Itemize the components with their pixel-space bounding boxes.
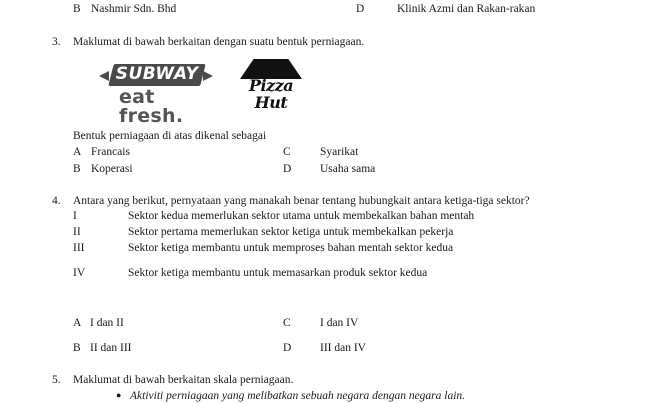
q4-statement-4-text: Sektor ketiga membantu untuk memasarkan produk sektor kedua bbox=[128, 267, 428, 279]
bullet-icon: ● bbox=[116, 390, 122, 400]
q4-statement-3-text: Sektor ketiga membantu untuk memproses bahan mentah sektor kedua bbox=[128, 242, 454, 254]
option-b-letter: B bbox=[73, 3, 81, 15]
q4-option-a-text: I dan II bbox=[90, 317, 124, 329]
question-5-stem: Maklumat di bawah berkaitan skala perniagaan. bbox=[73, 374, 294, 386]
q4-option-d-letter: D bbox=[283, 342, 292, 354]
q4-statement-1-num: I bbox=[73, 210, 77, 222]
subway-wordmark-text: SUBWAY bbox=[115, 64, 199, 84]
option-b-text: Nashmir Sdn. Bhd bbox=[91, 3, 177, 15]
q4-statement-3-num: III bbox=[73, 242, 85, 254]
q4-option-b-text: II dan III bbox=[90, 342, 132, 354]
q3-option-b-letter: B bbox=[73, 163, 81, 175]
question-5-number: 5. bbox=[52, 374, 61, 386]
q3-option-c-text: Syarikat bbox=[320, 146, 359, 158]
question-3-number: 3. bbox=[52, 36, 61, 48]
q4-statement-2-text: Sektor pertama memerlukan sektor ketiga untuk membekalkan pekerja bbox=[128, 226, 454, 238]
question-3-prompt: Bentuk perniagaan di atas dikenal sebagai bbox=[73, 130, 267, 142]
q4-option-b-letter: B bbox=[73, 342, 81, 354]
q3-option-d-text: Usaha sama bbox=[320, 163, 376, 175]
question-5-bullet-text: Aktiviti perniagaan yang melibatkan sebuah negara dengan negara lain. bbox=[130, 390, 466, 402]
subway-logo bbox=[103, 64, 223, 127]
q3-option-a-text: Francais bbox=[91, 146, 130, 158]
q4-option-a-letter: A bbox=[73, 317, 82, 329]
question-3-stem: Maklumat di bawah berkaitan dengan suatu bentuk perniagaan. bbox=[73, 36, 365, 48]
q3-option-a-letter: A bbox=[73, 146, 82, 158]
q4-option-c-text: I dan IV bbox=[320, 317, 359, 329]
q4-option-c-letter: C bbox=[283, 317, 291, 329]
q3-option-d-letter: D bbox=[283, 163, 292, 175]
q4-statement-4-num: IV bbox=[73, 267, 86, 279]
question-4-number: 4. bbox=[52, 195, 61, 207]
q4-option-d-text: III dan IV bbox=[320, 342, 366, 354]
q4-statement-1-text: Sektor kedua memerlukan sektor utama untuk membekalkan bahan mentah bbox=[128, 210, 475, 222]
option-d-letter: D bbox=[356, 3, 365, 15]
subway-wordmark bbox=[108, 64, 205, 86]
q3-option-c-letter: C bbox=[283, 146, 291, 158]
option-d-text: Klinik Azmi dan Rakan-rakan bbox=[397, 3, 536, 15]
subway-arrow-left bbox=[99, 71, 109, 81]
subway-tagline: eat fresh. bbox=[119, 86, 184, 127]
pizza-hut-word-1: Pizza bbox=[248, 76, 294, 95]
q4-statement-2-num: II bbox=[73, 226, 81, 238]
pizza-hut-word-2: Hut bbox=[254, 93, 288, 112]
q3-option-b-text: Koperasi bbox=[91, 163, 133, 175]
subway-arrow-right bbox=[203, 71, 213, 81]
pizza-hut-logo bbox=[238, 59, 304, 115]
question-4-stem: Antara yang berikut, pernyataan yang manakah benar tentang hubungkait antara ketiga-tiga sektor? bbox=[73, 195, 530, 207]
